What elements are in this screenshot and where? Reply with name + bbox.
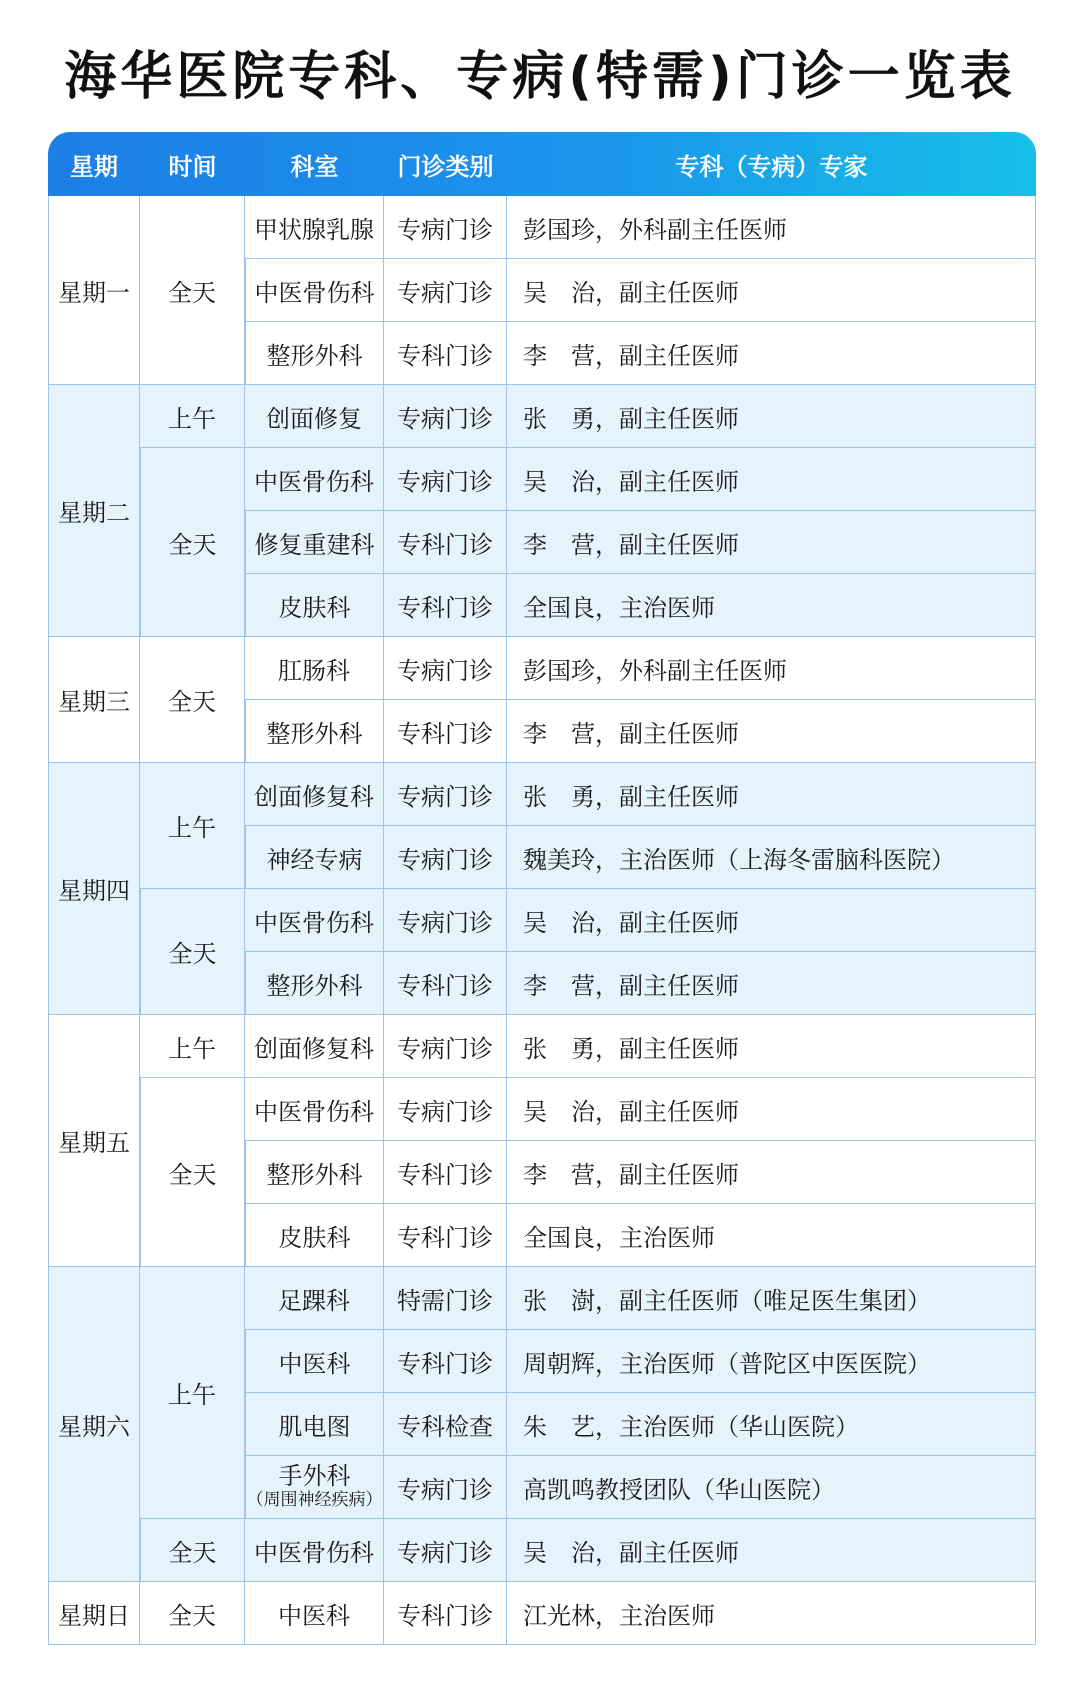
department-cell: 神经专病 — [245, 826, 384, 889]
table-row — [48, 637, 1036, 700]
table-row — [48, 763, 1036, 826]
department-cell: 整形外科 — [245, 700, 384, 763]
department-cell: 中医骨伤科 — [245, 259, 384, 322]
header-expert: 专科（专病）专家 — [675, 152, 868, 181]
expert-cell: 吴 治，副主任医师 — [507, 259, 1036, 322]
expert-cell: 吴 治，副主任医师 — [507, 1078, 1036, 1141]
header-row — [48, 132, 1036, 196]
clinic-type-cell: 专病门诊 — [384, 1078, 507, 1141]
department-cell: 中医骨伤科 — [245, 1519, 384, 1582]
clinic-type-cell: 专科门诊 — [384, 322, 507, 385]
expert-cell: 李 营，副主任医师 — [507, 700, 1036, 763]
clinic-type-cell: 专科门诊 — [384, 511, 507, 574]
department-cell: 甲状腺乳腺 — [245, 196, 384, 259]
expert-cell: 李 营，副主任医师 — [507, 511, 1036, 574]
day-cell: 星期日 — [48, 1582, 140, 1645]
table-row — [48, 1015, 1036, 1078]
expert-cell: 李 营，副主任医师 — [507, 952, 1036, 1015]
clinic-schedule-table — [48, 132, 1036, 1645]
header-time: 时间 — [168, 152, 217, 181]
expert-cell: 朱 艺，主治医师（华山医院） — [507, 1393, 1036, 1456]
expert-cell: 全国良，主治医师 — [507, 574, 1036, 637]
clinic-type-cell: 专病门诊 — [384, 1456, 507, 1519]
day-cell: 星期四 — [48, 763, 140, 1015]
expert-cell: 李 营，副主任医师 — [507, 322, 1036, 385]
day-cell: 星期六 — [48, 1267, 140, 1582]
table-row — [48, 1519, 1036, 1582]
table-row — [48, 1267, 1036, 1330]
time-cell: 上午 — [140, 1015, 245, 1078]
clinic-type-cell: 专科门诊 — [384, 700, 507, 763]
department-cell: 中医科 — [245, 1330, 384, 1393]
table-row — [48, 889, 1036, 952]
time-cell: 全天 — [140, 889, 245, 1015]
department-cell — [245, 1456, 384, 1519]
department-cell: 整形外科 — [245, 322, 384, 385]
day-cell: 星期二 — [48, 385, 140, 637]
clinic-type-cell: 专病门诊 — [384, 1015, 507, 1078]
clinic-type-cell: 专病门诊 — [384, 448, 507, 511]
time-cell: 上午 — [140, 763, 245, 889]
expert-cell: 李 营，副主任医师 — [507, 1141, 1036, 1204]
department-cell: 整形外科 — [245, 952, 384, 1015]
department-name: 手外科 — [278, 1462, 351, 1491]
page-title: 海华医院专科、专病(特需)门诊一览表 — [64, 47, 1016, 107]
expert-cell: 周朝辉，主治医师（普陀区中医医院） — [507, 1330, 1036, 1393]
time-cell: 全天 — [140, 196, 245, 385]
time-cell: 全天 — [140, 637, 245, 763]
expert-cell: 全国良，主治医师 — [507, 1204, 1036, 1267]
time-cell: 全天 — [140, 1078, 245, 1267]
department-cell: 创面修复科 — [245, 1015, 384, 1078]
clinic-type-cell: 专科检查 — [384, 1393, 507, 1456]
expert-cell: 高凯鸣教授团队（华山医院） — [507, 1456, 1036, 1519]
department-cell: 皮肤科 — [245, 1204, 384, 1267]
clinic-type-cell: 专病门诊 — [384, 637, 507, 700]
department-cell: 中医骨伤科 — [245, 448, 384, 511]
department-cell: 修复重建科 — [245, 511, 384, 574]
time-cell: 上午 — [140, 1267, 245, 1519]
expert-cell: 张 勇，副主任医师 — [507, 763, 1036, 826]
day-cell: 星期五 — [48, 1015, 140, 1267]
expert-cell: 张 澍，副主任医师（唯足医生集团） — [507, 1267, 1036, 1330]
clinic-type-cell: 特需门诊 — [384, 1267, 507, 1330]
department-cell: 中医骨伤科 — [245, 889, 384, 952]
table-row — [48, 1582, 1036, 1645]
clinic-type-cell: 专科门诊 — [384, 1141, 507, 1204]
time-cell: 全天 — [140, 448, 245, 637]
clinic-type-cell: 专科门诊 — [384, 1330, 507, 1393]
department-cell: 肌电图 — [245, 1393, 384, 1456]
clinic-type-cell: 专病门诊 — [384, 763, 507, 826]
department-cell: 创面修复科 — [245, 763, 384, 826]
department-cell: 创面修复 — [245, 385, 384, 448]
day-cell: 星期一 — [48, 196, 140, 385]
expert-cell: 张 勇，副主任医师 — [507, 385, 1036, 448]
header-day: 星期 — [70, 152, 118, 181]
department-cell: 足踝科 — [245, 1267, 384, 1330]
expert-cell: 彭国珍，外科副主任医师 — [507, 196, 1036, 259]
expert-cell: 魏美玲，主治医师（上海冬雷脑科医院） — [507, 826, 1036, 889]
time-cell: 全天 — [140, 1582, 245, 1645]
clinic-type-cell: 专科门诊 — [384, 952, 507, 1015]
department-cell: 肛肠科 — [245, 637, 384, 700]
clinic-type-cell: 专科门诊 — [384, 1582, 507, 1645]
table-row — [48, 196, 1036, 259]
table-header — [48, 132, 1036, 196]
table-row — [48, 1078, 1036, 1141]
department-cell: 皮肤科 — [245, 574, 384, 637]
department-subtitle: （周围神经疾病） — [246, 1489, 383, 1510]
clinic-type-cell: 专病门诊 — [384, 196, 507, 259]
clinic-type-cell: 专病门诊 — [384, 385, 507, 448]
department-cell: 整形外科 — [245, 1141, 384, 1204]
clinic-type-cell: 专病门诊 — [384, 259, 507, 322]
time-cell: 上午 — [140, 385, 245, 448]
header-clinic-type: 门诊类别 — [397, 152, 494, 181]
day-cell: 星期三 — [48, 637, 140, 763]
table-row — [48, 385, 1036, 448]
expert-cell: 张 勇，副主任医师 — [507, 1015, 1036, 1078]
expert-cell: 彭国珍，外科副主任医师 — [507, 637, 1036, 700]
clinic-type-cell: 专病门诊 — [384, 889, 507, 952]
clinic-type-cell: 专科门诊 — [384, 574, 507, 637]
clinic-type-cell: 专病门诊 — [384, 1519, 507, 1582]
expert-cell: 江光林，主治医师 — [507, 1582, 1036, 1645]
clinic-type-cell: 专病门诊 — [384, 826, 507, 889]
clinic-type-cell: 专科门诊 — [384, 1204, 507, 1267]
header-department: 科室 — [290, 152, 339, 181]
department-cell: 中医科 — [245, 1582, 384, 1645]
expert-cell: 吴 治，副主任医师 — [507, 1519, 1036, 1582]
expert-cell: 吴 治，副主任医师 — [507, 889, 1036, 952]
table-row — [48, 448, 1036, 511]
expert-cell: 吴 治，副主任医师 — [507, 448, 1036, 511]
time-cell: 全天 — [140, 1519, 245, 1582]
table-body — [48, 196, 1036, 1645]
department-cell: 中医骨伤科 — [245, 1078, 384, 1141]
